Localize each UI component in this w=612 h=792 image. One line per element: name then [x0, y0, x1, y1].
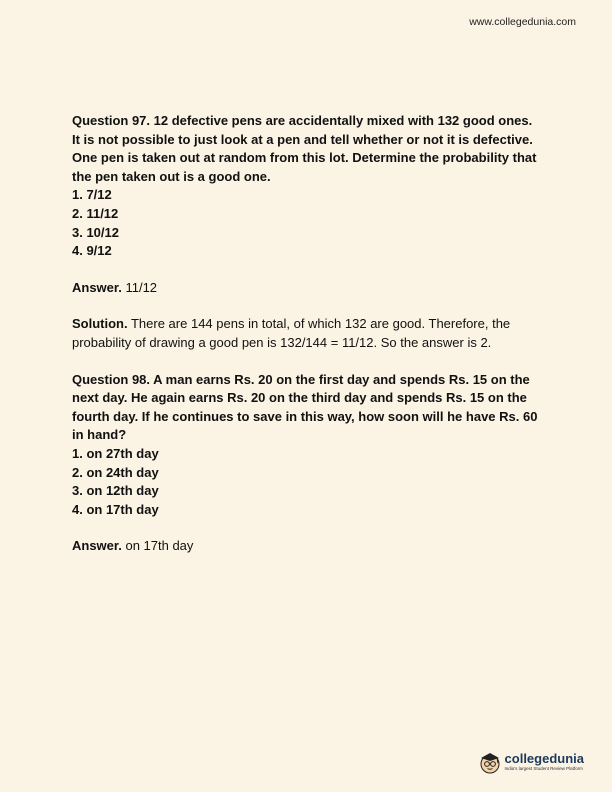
answer-98 — [72, 537, 542, 556]
question-97: Question 97. 12 defective pens are accidentally mixed with 132 good ones. It is not possible to just look at a pen and tell whether or not it is defective. One pen is taken out at random from this lot. Determine the probability that the pen taken out is a good one. — [72, 113, 537, 184]
site-url[interactable]: www.collegedunia.com — [469, 16, 576, 28]
option-item: 4. on 17th day — [72, 501, 159, 517]
document-content — [72, 112, 542, 556]
solution-97 — [72, 315, 542, 352]
answer-label: Answer. — [72, 279, 122, 295]
option-item: 2. on 24th day — [72, 464, 159, 480]
option-item: 2. 11/12 — [72, 205, 119, 221]
question-97-options — [72, 186, 542, 260]
mascot-icon — [478, 750, 502, 774]
question-98-options — [72, 445, 542, 519]
solution-label: Solution. — [72, 316, 128, 332]
brand-logo[interactable] — [478, 750, 584, 774]
answer-97 — [72, 279, 542, 298]
question-98: Question 98. A man earns Rs. 20 on the first day and spends Rs. 15 on the next day. He again earns Rs. 20 on the third day and spends Rs. 15 on the fourth day. If he continues to save in this way, how soon will he have Rs. 60 in hand? — [72, 371, 538, 443]
option-item: 3. on 12th day — [72, 483, 159, 499]
option-item: 4. 9/12 — [72, 243, 112, 259]
option-item: 1. 7/12 — [72, 187, 112, 203]
option-item: 3. 10/12 — [72, 224, 119, 240]
solution-text: There are 144 pens in total, of which 132 are good. Therefore, the probability of drawing a good pen is 132/144 = 11/12. So the answer is 2. — [72, 316, 511, 350]
option-item: 1. on 27th day — [72, 445, 159, 461]
brand-name: collegedunia — [504, 751, 584, 766]
answer-value: on 17th day — [121, 538, 194, 554]
answer-label: Answer. — [72, 538, 122, 554]
brand-tagline: India's largest Student Review Platform — [504, 766, 583, 771]
answer-value: 11/12 — [121, 279, 158, 295]
